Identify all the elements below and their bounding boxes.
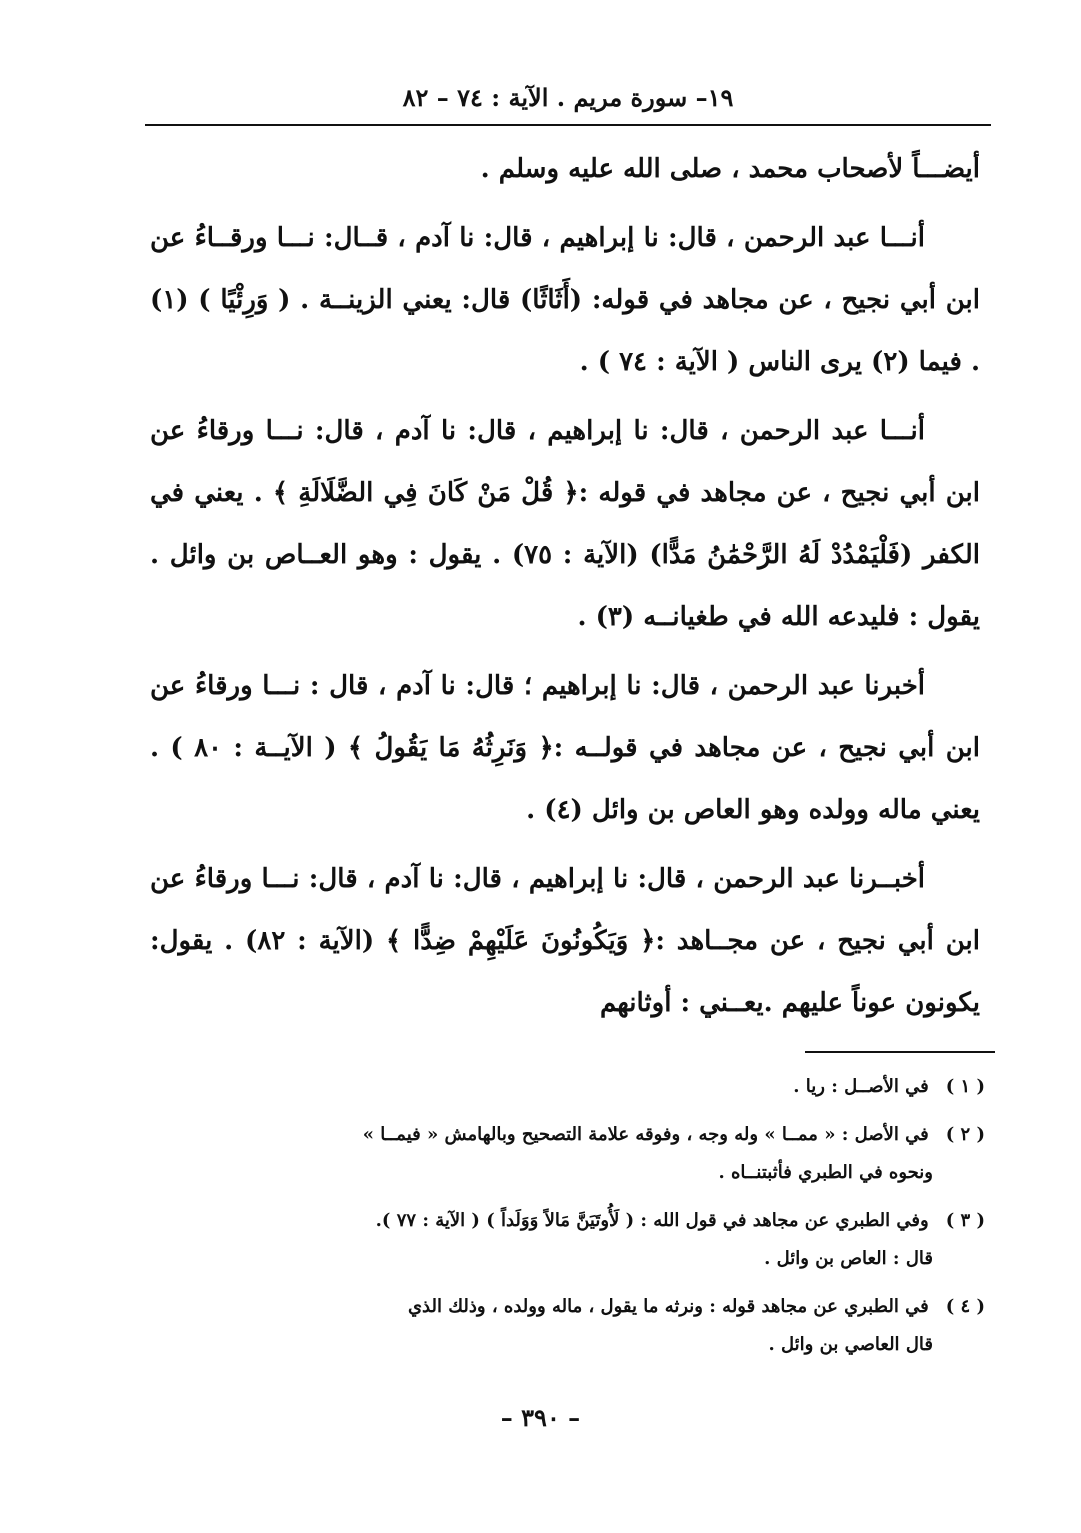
footnote-text: في الأصــل : ريا . [793, 1076, 929, 1097]
page-number: – ٣٩٠ – [500, 1403, 581, 1432]
footnote-number: ( ٢ ) [945, 1124, 985, 1145]
running-header: ١٩– سورة مريم . الآية : ٧٤ – ٨٢ [402, 83, 734, 112]
paragraph-5: أخبــرنا عبد الرحمن ، قال: نا إبراهيم ، قال: نا آدم ، قال: نـــا ورقاءُ عن ابن أبي نجيح ، عن مجــاهد :﴿ وَيَكُونُونَ عَلَيْهِمْ ضِدًّا ﴾ (الآية : ٨٢) . يقول: يكونون عوناً عليهم .يعــني : أوثانهم [150, 864, 980, 1018]
footnote-continuation: قال العاصي بن وائل . [768, 1334, 933, 1355]
footnote-number: ( ٣ ) [945, 1210, 985, 1231]
footnote-text: في الأصل : « ممــا » وله وجه ، وفوقه علامة التصحيح وبالهامش « فيمــا » [362, 1124, 929, 1145]
footnotes [155, 1068, 985, 1374]
paragraph-3: أنـــا عبد الرحمن ، قال: نا إبراهيم ، قال: نا آدم ، قال: نـــا ورقاءُ عن ابن أبي نجيح ، عن مجاهد في قوله :﴿ قُلْ مَنْ كَانَ فِي الضَّلَالَةِ ﴾ . يعني في الكفر (فَلْيَمْدُدْ لَهُ الرَّحْمَٰنُ مَدًّا) (الآية : ٧٥) . يقول : وهو العــاص بن وائل . يقول : فليدعه الله في طغيانــه (٣) . [150, 416, 980, 632]
paragraph-1: أيضـــاً لأصحاب محمد ، صلى الله عليه وسلم . [480, 154, 980, 184]
footnote-2 [155, 1116, 985, 1192]
footnote-number: ( ١ ) [945, 1076, 985, 1097]
footnote-3 [155, 1202, 985, 1278]
footnote-1 [155, 1068, 985, 1106]
footnote-text: وفي الطبري عن مجاهد في قول الله : ( لَأُوتَيَنَّ مَالاً وَوَلَداً ) ( الآية : ٧٧ ). [375, 1210, 929, 1231]
paragraph-4: أخبرنا عبد الرحمن ، قال: نا إبراهيم ؛ قال: نا آدم ، قال : نـــا ورقاءُ عن ابن أبي نجيح ، عن مجاهد في قولــه :﴿ وَنَرِثُهُ مَا يَقُولُ ﴾ ( الآيــة : ٨٠ ) . يعني ماله وولده وهو العاص بن وائل (٤) . [150, 671, 980, 825]
footnote-continuation: ونحوه في الطبري فأثبتنــاه . [718, 1162, 933, 1183]
main-text [150, 138, 980, 1041]
footnote-continuation: قال : العاص بن وائل . [764, 1248, 933, 1269]
footnote-separator [805, 1051, 995, 1053]
footnote-4 [155, 1288, 985, 1364]
footnote-number: ( ٤ ) [945, 1296, 985, 1317]
paragraph-2: أنـــا عبد الرحمن ، قال: نا إبراهيم ، قال: نا آدم ، قــال: نـــا ورقــاءُ عن ابن أبي نجيح ، عن مجاهد في قوله: (أَثَاثًا) قال: يعني الزينــة . ( وَرِئْيًا ) (١) . فيما (٢) يرى الناس ( الآية : ٧٤ ) . [150, 223, 980, 377]
footnote-text: في الطبري عن مجاهد قوله : ونرثه ما يقول ، ماله وولده ، وذلك الذي [407, 1296, 929, 1317]
header-rule [145, 124, 991, 126]
